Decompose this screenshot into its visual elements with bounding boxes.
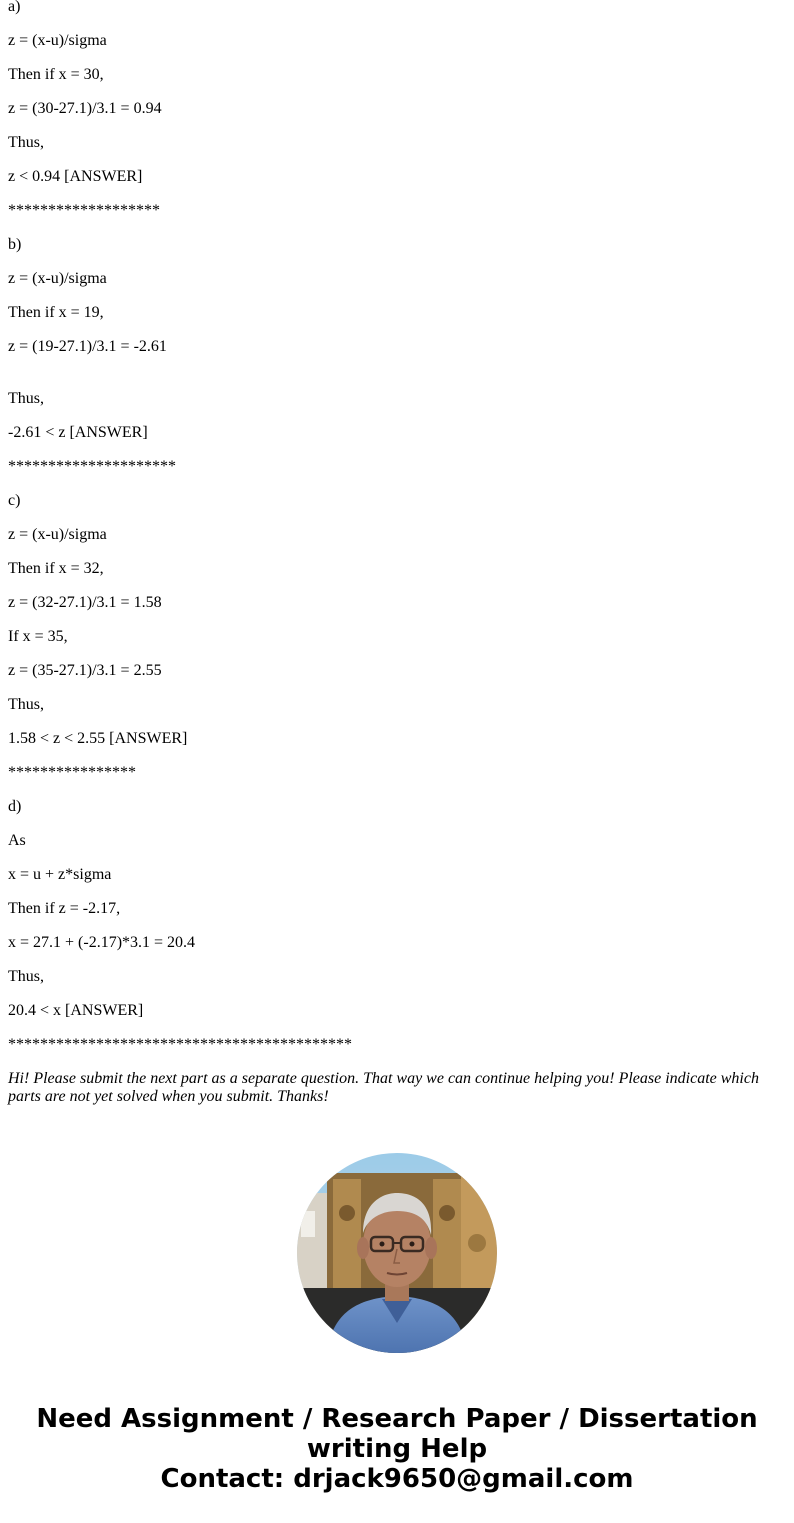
answer-line: -2.61 < z [ANSWER] [8,424,148,441]
thus-line: Thus, [8,390,44,407]
author-portrait-image [297,1153,497,1353]
calculation-line: z = (35-27.1)/3.1 = 2.55 [8,662,162,679]
intro-line: As [8,832,26,849]
part-c-label: c) [8,492,21,509]
calculation-line: z = (30-27.1)/3.1 = 0.94 [8,100,162,117]
thus-line: Thus, [8,968,44,985]
condition-line: Then if x = 19, [8,304,104,321]
formula-line: z = (x-u)/sigma [8,526,107,543]
thus-line: Thus, [8,134,44,151]
contact-email-line: Contact: drjack9650@gmail.com [160,1464,634,1494]
separator-line: ********************* [8,458,176,475]
answer-line: z < 0.94 [ANSWER] [8,168,143,185]
separator-line: ******************* [8,202,160,219]
formula-line: z = (x-u)/sigma [8,270,107,287]
part-b-label: b) [8,236,22,253]
condition-line: Then if x = 32, [8,560,104,577]
thus-line: Thus, [8,696,44,713]
author-avatar [297,1153,497,1353]
answer-line: 1.58 < z < 2.55 [ANSWER] [8,730,188,747]
condition-line: If x = 35, [8,628,68,645]
banner-line-1: Need Assignment / Research Paper / Dissertation [36,1404,758,1434]
condition-line: Then if x = 30, [8,66,104,83]
formula-line: x = u + z*sigma [8,866,112,883]
banner-line-2: writing Help [306,1434,488,1464]
calculation-line: x = 27.1 + (-2.17)*3.1 = 20.4 [8,934,196,951]
part-d-label: d) [8,798,22,815]
separator-line: **************** [8,764,136,781]
answer-line: 20.4 < x [ANSWER] [8,1002,144,1019]
contact-banner [0,1404,794,1494]
calculation-line: z = (19-27.1)/3.1 = -2.61 [8,338,167,355]
closing-note: Hi! Please submit the next part as a separate question. That way we can continue helping you! Please indicate which parts are not yet solved when you submit. Thanks! [8,1070,759,1105]
separator-line: ******************************************* [8,1036,352,1053]
formula-line: z = (x-u)/sigma [8,32,107,49]
calculation-line: z = (32-27.1)/3.1 = 1.58 [8,594,162,611]
condition-line: Then if z = -2.17, [8,900,121,917]
solution-body [8,0,786,1106]
part-a-label: a) [8,0,21,15]
